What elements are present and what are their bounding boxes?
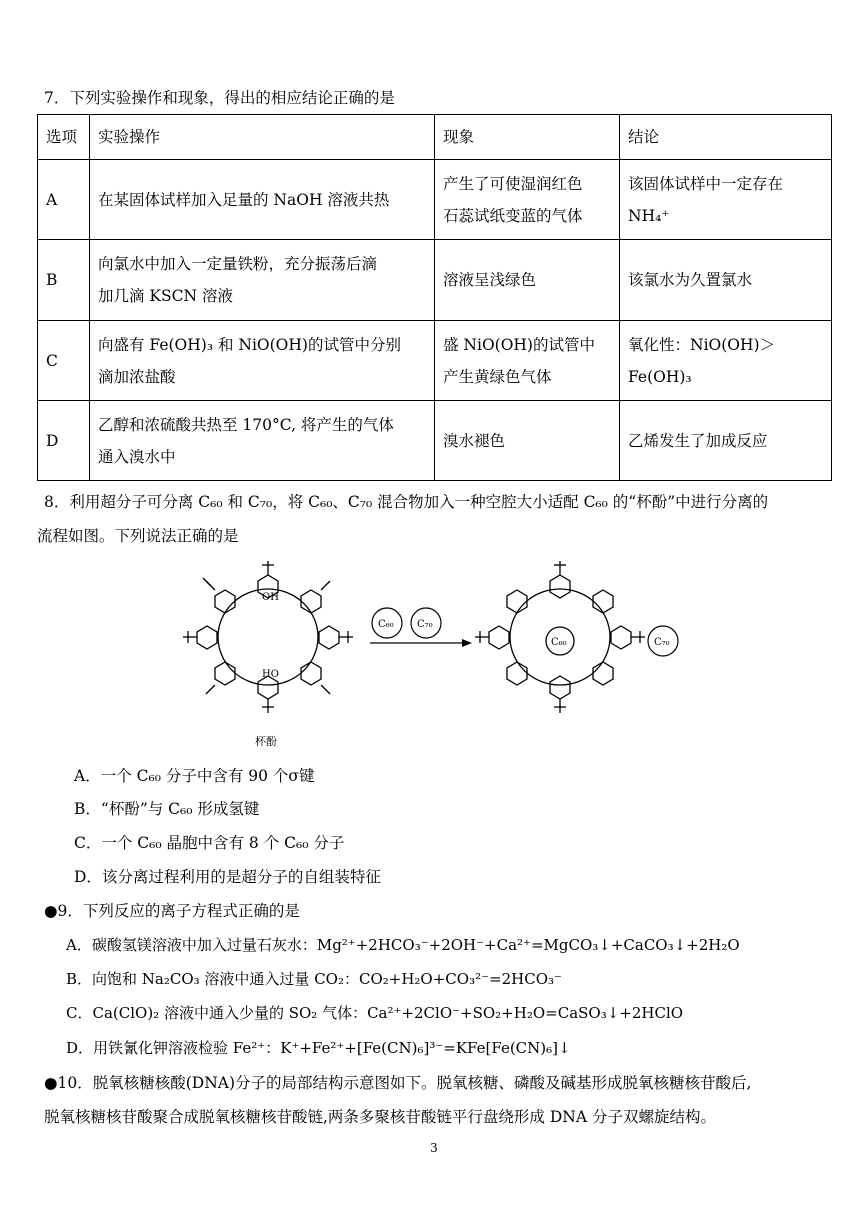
q8-option-d: D．该分离过程利用的是超分子的自组装特征 (74, 868, 381, 886)
c60-encapsulated-label: C₆₀ (551, 637, 567, 648)
row-phenomenon: 盛 NiO(OH)的试管中 产生黄绿色气体 (435, 321, 620, 401)
q8-stem-line1: 8．利用超分子可分离 C₆₀ 和 C₇₀，将 C₆₀、C₇₀ 混合物加入一种空腔大小适配 C₆₀ 的“杯酚”中进行分离的 (44, 493, 769, 511)
table-row (38, 401, 832, 481)
header-phenomenon: 现象 (435, 115, 620, 160)
table-header-row (38, 115, 832, 160)
row-operation: 向氯水中加入一定量铁粉，充分振荡后滴 加几滴 KSCN 溶液 (90, 240, 435, 321)
row-conclusion: 氧化性：NiO(OH)＞ Fe(OH)₃ (620, 321, 832, 401)
left-calixarene (183, 561, 353, 713)
table-row (38, 321, 832, 401)
calixarene-caption: 杯酚 (255, 735, 277, 748)
calixarene-figure (180, 555, 700, 755)
table-row (38, 240, 832, 321)
header-conclusion: 结论 (620, 115, 832, 160)
row-operation: 向盛有 Fe(OH)₃ 和 NiO(OH)的试管中分别 滴加浓盐酸 (90, 321, 435, 401)
q10-line2: 脱氧核糖核苷酸聚合成脱氧核糖核苷酸链,两条多聚核苷酸链平行盘绕形成 DNA 分子双螺旋结构。 (44, 1108, 716, 1126)
c70-product-label: C₇₀ (654, 637, 670, 648)
row-conclusion: 该固体试样中一定存在 NH₄⁺ (620, 160, 832, 240)
q10-line1: ●10．脱氧核糖核酸(DNA)分子的局部结构示意图如下。脱氧核糖、磷酸及碱基形成脱氧核糖核苷酸后, (44, 1074, 752, 1092)
table-row (38, 160, 832, 240)
header-operation: 实验操作 (90, 115, 435, 160)
q9-option-b: B．向饱和 Na₂CO₃ 溶液中通入过量 CO₂：CO₂+H₂O+CO₃²⁻=2HCO₃⁻ (66, 970, 562, 988)
q9-option-a: A．碳酸氢镁溶液中加入过量石灰水：Mg²⁺+2HCO₃⁻+2OH⁻+Ca²⁺=MgCO₃↓+CaCO₃↓+2H₂O (66, 936, 740, 954)
c70-reagent-label: C₇₀ (417, 619, 433, 630)
oh-label: OH (262, 592, 279, 603)
row-conclusion: 该氯水为久置氯水 (620, 240, 832, 321)
q8-stem-line2: 流程如图。下列说法正确的是 (37, 527, 239, 545)
row-phenomenon: 溶液呈浅绿色 (435, 240, 620, 321)
process-arrow-head (462, 639, 472, 647)
header-option: 选项 (38, 115, 90, 160)
page-number: 3 (430, 1141, 438, 1155)
c60-reagent-label: C₆₀ (378, 619, 394, 630)
row-option: B (38, 240, 90, 321)
experiment-table (37, 114, 832, 481)
q8-option-c: C．一个 C₆₀ 晶胞中含有 8 个 C₆₀ 分子 (74, 834, 345, 852)
ho-label: HO (262, 669, 279, 680)
row-phenomenon: 溴水褪色 (435, 401, 620, 481)
row-conclusion: 乙烯发生了加成反应 (620, 401, 832, 481)
q9-option-c: C．Ca(ClO)₂ 溶液中通入少量的 SO₂ 气体：Ca²⁺+2ClO⁻+SO₂+H₂O=CaSO₃↓+2HClO (66, 1004, 684, 1022)
q9-stem: ●9．下列反应的离子方程式正确的是 (44, 902, 300, 920)
q8-option-a: A．一个 C₆₀ 分子中含有 90 个σ键 (74, 767, 315, 785)
q8-option-b: B．“杯酚”与 C₆₀ 形成氢键 (74, 800, 260, 818)
q9-option-d: D．用铁氰化钾溶液检验 Fe²⁺：K⁺+Fe²⁺+[Fe(CN)₆]³⁻=KFe[Fe(CN)₆]↓ (66, 1039, 571, 1057)
row-option: D (38, 401, 90, 481)
row-operation: 乙醇和浓硫酸共热至 170°C, 将产生的气体 通入溴水中 (90, 401, 435, 481)
q7-stem: 7．下列实验操作和现象，得出的相应结论正确的是 (44, 89, 395, 107)
row-operation: 在某固体试样加入足量的 NaOH 溶液共热 (90, 160, 435, 240)
row-phenomenon: 产生了可使湿润红色 石蕊试纸变蓝的气体 (435, 160, 620, 240)
row-option: A (38, 160, 90, 240)
row-option: C (38, 321, 90, 401)
